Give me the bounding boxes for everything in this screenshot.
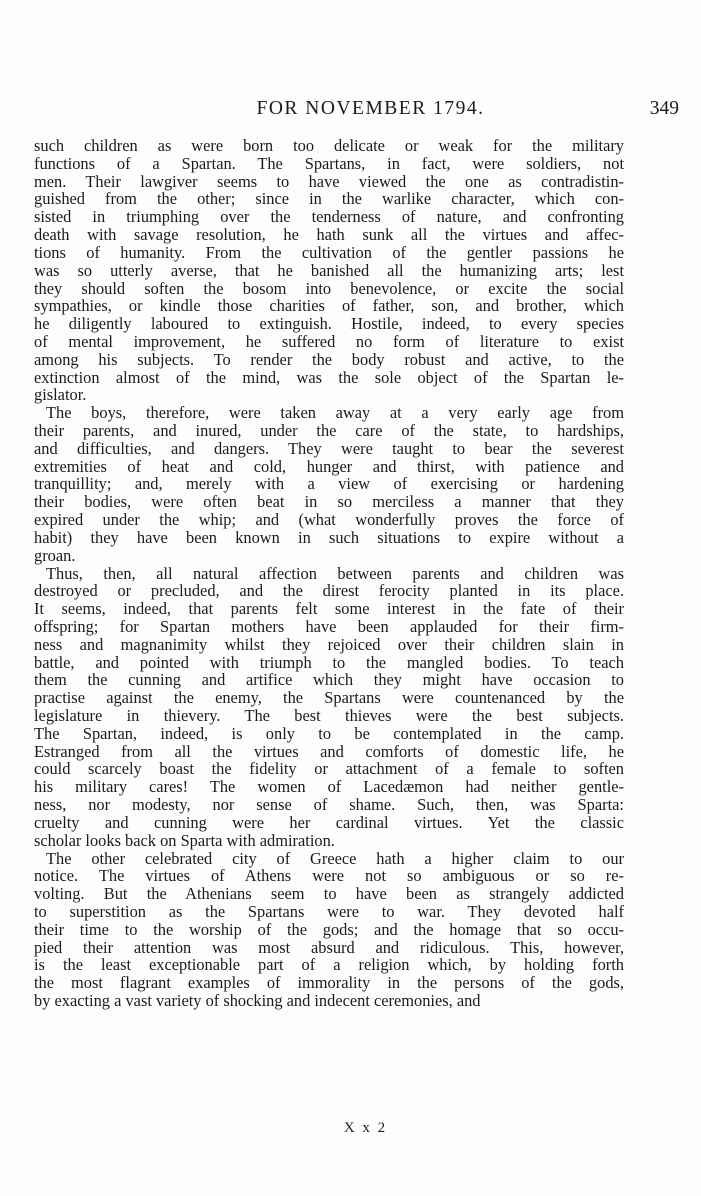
text-line: by exacting a vast variety of shocking and indecent ceremonies, and (34, 991, 481, 1010)
text-line: tranquillity; and, merely with a view of exercising or hardening (34, 474, 624, 494)
text-line: their parents, and inured, under the care of the state, to hardships, (34, 421, 624, 440)
text-line: to superstition as the Spartans were to war. They devoted half (34, 901, 624, 921)
text-line: was so utterly averse, that he banished all the humanizing arts; lest (34, 260, 624, 280)
text-line: The other celebrated city of Greece hath a higher claim to our (46, 848, 624, 868)
text-line: functions of a Spartan. The Spartans, in fact, were soldiers, not (34, 153, 624, 173)
text-line: destroyed or precluded, and the direst ferocity planted in its place. (34, 581, 624, 601)
text-line: cruelty and cunning were her cardinal virtues. Yet the classic (34, 812, 624, 832)
text-line: sympathies, or kindle those charities of father, son, and brother, which (34, 296, 624, 316)
text-line: Estranged from all the virtues and comforts of domestic life, he (34, 741, 624, 761)
text-line: is the least exceptionable part of a religion which, by holding forth (34, 955, 624, 975)
text-line: of mental improvement, he suffered no form of literature to exist (34, 331, 624, 351)
text-line: gislator. (34, 385, 87, 405)
text-line: volting. But the Athenians seem to have been as strangely addicted (34, 884, 624, 904)
text-line: their time to the worship of the gods; and the homage that so occu- (34, 919, 624, 939)
text-line: and difficulties, and dangers. They were taught to bear the severest (34, 438, 624, 458)
text-line: such children as were born too delicate or weak for the military (34, 136, 624, 155)
text-line: legislature in thievery. The best thieves were the best subjects. (34, 706, 624, 725)
text-line: battle, and pointed with triumph to the mangled bodies. To teach (34, 652, 624, 672)
text-line: groan. (34, 545, 76, 565)
text-line: men. Their lawgiver seems to have viewed the one as contradistin- (34, 171, 624, 191)
text-line: guished from the other; since in the warlike character, which con- (34, 189, 624, 209)
text-line: The boys, therefore, were taken away at a very early age from (46, 403, 624, 423)
text-line: offspring; for Spartan mothers have been applauded for their firm- (34, 616, 624, 636)
page-number: 349 (649, 98, 679, 119)
text-line: they should soften the bosom into benevolence, or excite the social (34, 278, 624, 298)
text-line: them the cunning and artifice which they might have occasion to (34, 670, 624, 690)
body-text (34, 137, 624, 1010)
text-line: practise against the enemy, the Spartans were countenanced by the (34, 688, 624, 708)
text-line: extremities of heat and cold, hunger and thirst, with patience and (34, 456, 624, 476)
text-line: among his subjects. To render the body robust and active, to the (34, 349, 624, 369)
text-line: death with savage resolution, he hath sunk all the virtues and affec- (34, 225, 624, 245)
text-line: he diligently laboured to extinguish. Hostile, indeed, to every species (34, 314, 624, 334)
text-line: extinction almost of the mind, was the sole object of the Spartan le- (34, 367, 624, 387)
text-line: habit) they have been known in such situations to expire without a (34, 527, 624, 547)
text-line: The Spartan, indeed, is only to be contemplated in the camp. (34, 723, 624, 743)
text-line: ness and magnanimity whilst they rejoiced over their children slain in (34, 634, 624, 654)
text-line: Thus, then, all natural affection between parents and children was (46, 563, 624, 583)
text-line: could scarcely boast the fidelity or attachment of a female to soften (34, 759, 624, 779)
text-line: ness, nor modesty, nor sense of shame. Such, then, was Sparta: (34, 795, 624, 815)
running-head (60, 98, 681, 126)
text-line: pied their attention was most absurd and ridiculous. This, however, (34, 937, 624, 957)
running-title: FOR NOVEMBER 1794. (256, 98, 485, 119)
text-line: expired under the whip; and (what wonderfully proves the force of (34, 510, 624, 530)
text-line: the most flagrant examples of immorality in the persons of the gods, (34, 973, 624, 993)
text-line: scholar looks back on Sparta with admiration. (34, 830, 335, 850)
text-line: tions of humanity. From the cultivation of the gentler passions he (34, 242, 624, 262)
text-line: sisted in triumphing over the tenderness of nature, and confronting (34, 207, 624, 227)
text-line: It seems, indeed, that parents felt some interest in the fate of their (34, 599, 624, 619)
text-line: his military cares! The women of Lacedæmon had neither gentle- (34, 777, 624, 797)
text-line: their bodies, were often beat in so merciless a manner that they (34, 492, 624, 512)
text-line: notice. The virtues of Athens were not so ambiguous or so re- (34, 866, 624, 886)
signature-mark: X x 2 (343, 1120, 388, 1136)
